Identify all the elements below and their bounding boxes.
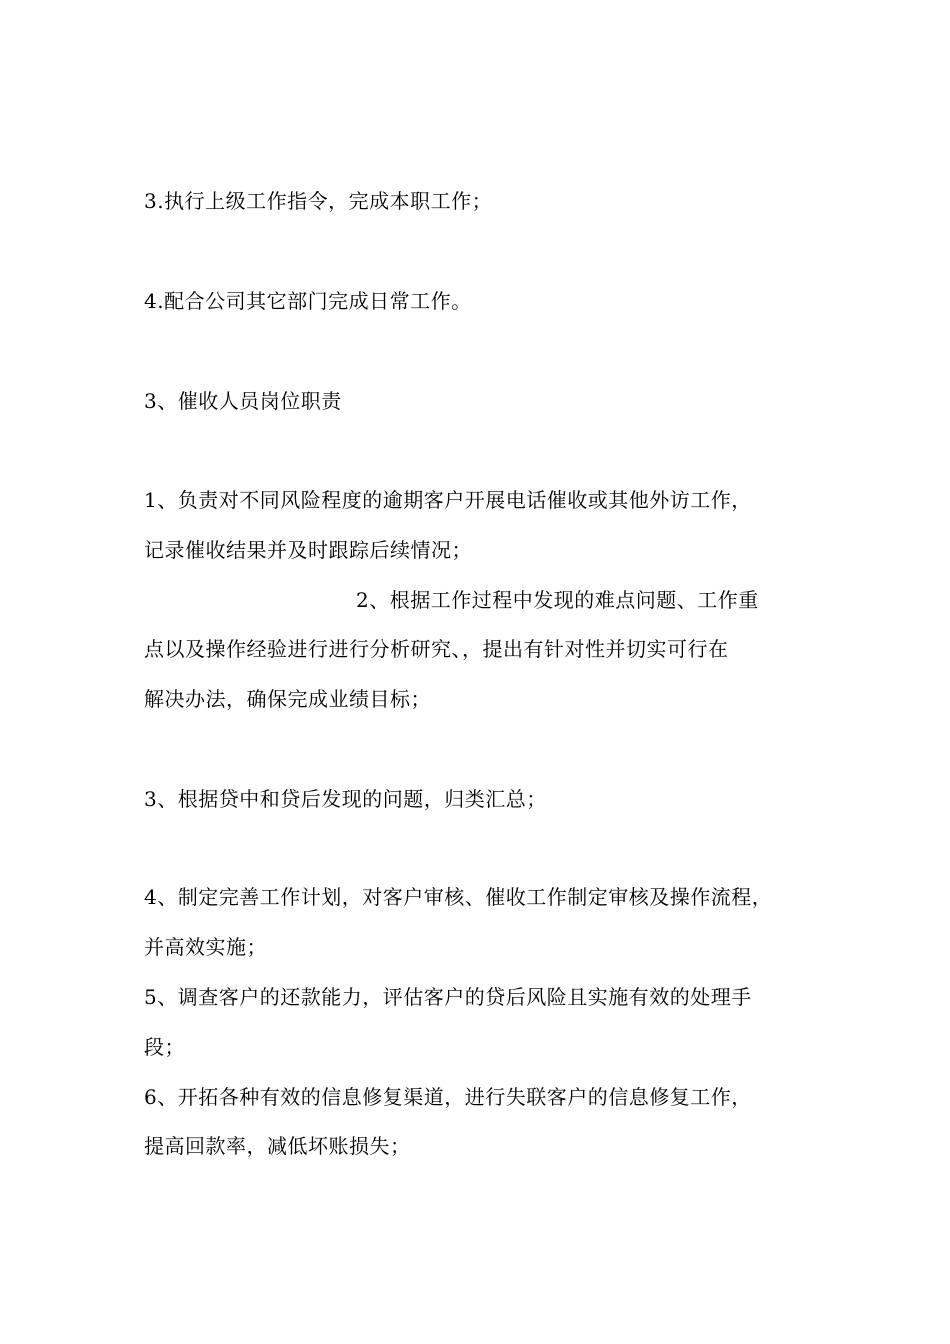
text-line: 点以及操作经验进行进行分析研究、，提出有针对性并切实可行在 — [144, 637, 729, 661]
text-line: 4、制定完善工作计划，对客户审核、催收工作制定审核及操作流程， — [144, 885, 773, 909]
text-line: 段； — [144, 1035, 185, 1059]
text-line: 1、负责对不同风险程度的逾期客户开展电话催收或其他外访工作， — [144, 488, 752, 512]
text-line: 提高回款率，减低坏账损失； — [144, 1134, 411, 1158]
text-line: 3.执行上级工作指令，完成本职工作； — [144, 189, 493, 213]
text-line: 5、调查客户的还款能力，评估客户的贷后风险且实施有效的处理手 — [144, 985, 752, 1009]
text-line: 3、根据贷中和贷后发现的问题，归类汇总； — [144, 787, 547, 811]
text-line: 解决办法，确保完成业绩目标； — [144, 687, 431, 711]
text-line: 并高效实施； — [144, 935, 267, 959]
section-heading: 3、催收人员岗位职责 — [144, 389, 342, 413]
text-line: 2、根据工作过程中发现的难点问题、工作重 — [356, 588, 759, 612]
text-line: 6、开拓各种有效的信息修复渠道，进行失联客户的信息修复工作， — [144, 1085, 752, 1109]
text-line: 4.配合公司其它部门完成日常工作。 — [144, 289, 472, 313]
text-line: 记录催收结果并及时跟踪后续情况； — [144, 538, 472, 562]
